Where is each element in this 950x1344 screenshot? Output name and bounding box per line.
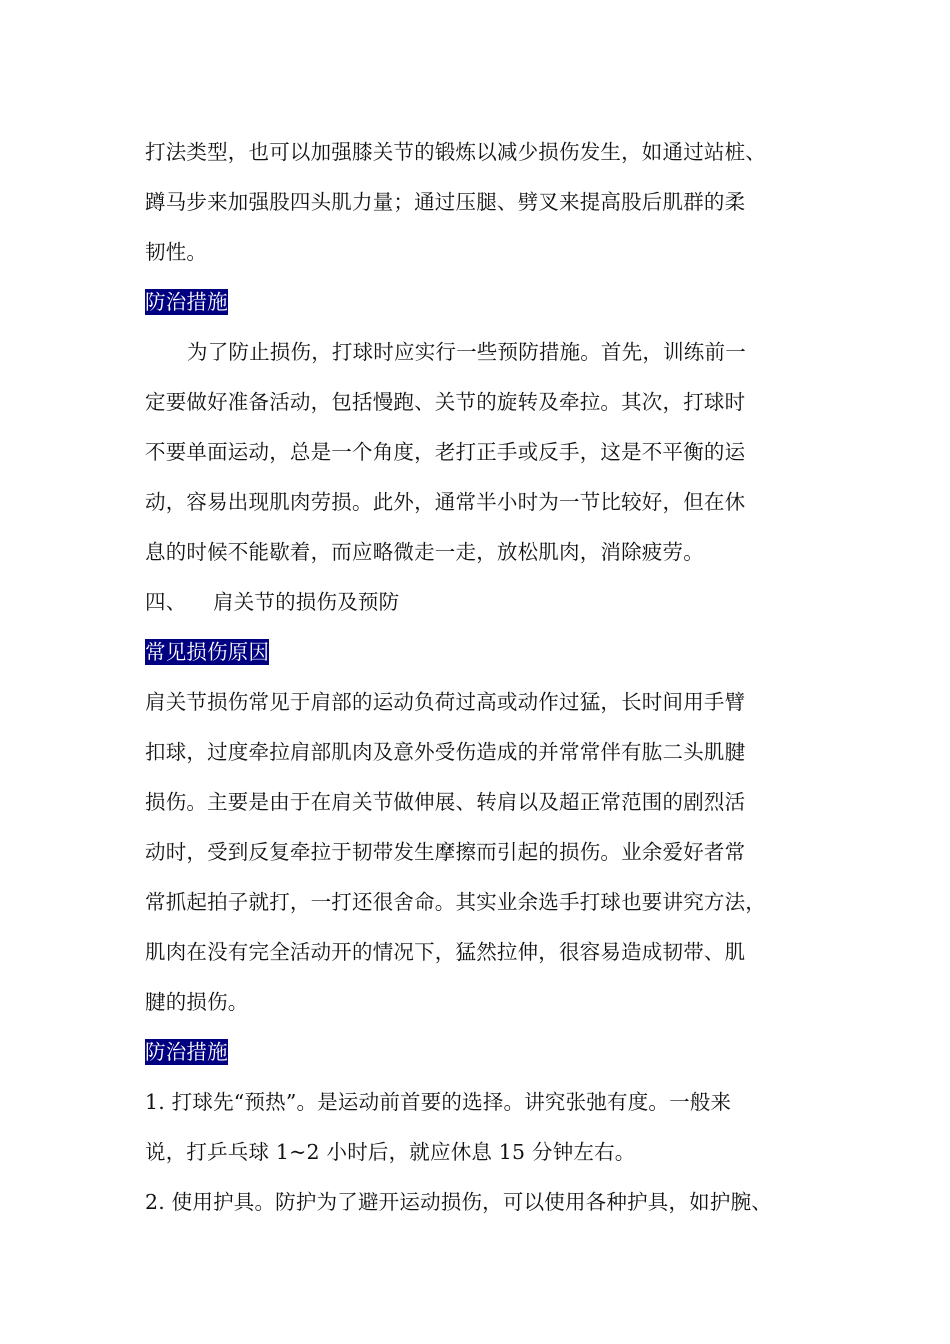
text-line: 定要做好准备活动，包括慢跑、关节的旋转及牵拉。其次，打球时: [145, 390, 746, 414]
highlighted-label: 防治措施: [145, 290, 228, 314]
heading-number: 四、: [145, 590, 187, 614]
text-line: 动，容易出现肌肉劳损。此外，通常半小时为一节比较好，但在休: [145, 490, 746, 514]
section-heading-shoulder: [145, 577, 825, 627]
text-line: 息的时候不能歇着，而应略微走一走，放松肌肉，消除疲劳。: [145, 540, 704, 564]
text-line: 动时，受到反复牵拉于韧带发生摩擦而引起的损伤。业余爱好者常: [145, 840, 746, 864]
text-line: 扣球，过度牵拉肩部肌肉及意外受伤造成的并常常伴有肱二头肌腱: [145, 740, 746, 764]
section-label-prevention: [145, 277, 825, 327]
list-item-line: 说，打乒乓球 1~2 小时后，就应休息 15 分钟左右。: [145, 1140, 636, 1164]
paragraph-shoulder-causes: [145, 677, 825, 1027]
highlighted-label: 防治措施: [145, 1040, 228, 1064]
list-item-line: 1. 打球先“预热”。是运动前首要的选择。讲究张弛有度。一般来: [145, 1090, 732, 1114]
text-line: 蹲马步来加强股四头肌力量；通过压腿、劈叉来提高股后肌群的柔: [145, 190, 746, 214]
section-label-causes: [145, 627, 825, 677]
paragraph-knee-training: [145, 127, 825, 277]
document-body: [145, 127, 825, 1227]
text-line: 打法类型，也可以加强膝关节的锻炼以减少损伤发生，如通过站桩、: [145, 140, 766, 164]
text-line: 肌肉在没有完全活动开的情况下，猛然拉伸，很容易造成韧带、肌: [145, 940, 746, 964]
text-line: 常抓起拍子就打，一打还很舍命。其实业余选手打球也要讲究方法，: [145, 890, 766, 914]
text-line: 损伤。主要是由于在肩关节做伸展、转肩以及超正常范围的剧烈活: [145, 790, 746, 814]
text-line: 腱的损伤。: [145, 990, 249, 1014]
heading-text: 肩关节的损伤及预防: [213, 590, 400, 614]
text-line: 为了防止损伤，打球时应实行一些预防措施。首先，训练前一: [187, 340, 746, 364]
text-line: 肩关节损伤常见于肩部的运动负荷过高或动作过猛，长时间用手臂: [145, 690, 746, 714]
text-line: 不要单面运动，总是一个角度，老打正手或反手，这是不平衡的运: [145, 440, 746, 464]
highlighted-label: 常见损伤原因: [145, 640, 270, 664]
numbered-list-prevention: [145, 1077, 825, 1227]
paragraph-prevention-measures: [145, 327, 825, 577]
text-line: 韧性。: [145, 240, 208, 264]
section-label-prevention-2: [145, 1027, 825, 1077]
list-item-line: 2. 使用护具。防护为了避开运动损伤，可以使用各种护具，如护腕、: [145, 1190, 772, 1214]
